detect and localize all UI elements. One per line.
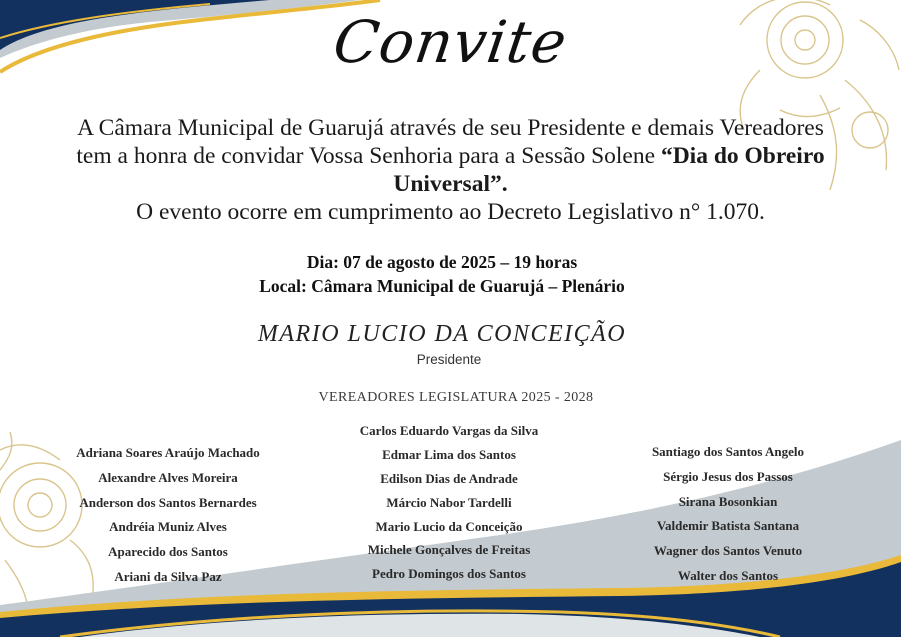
event-details: [0, 250, 884, 298]
councilor-name: Walter dos Santos: [677, 567, 779, 583]
councilor-name: Alexandre Alves Moreira: [98, 469, 238, 485]
councilors-left-column: [38, 444, 298, 593]
councilor-name: Ariani da Silva Paz: [114, 568, 222, 584]
councilor-name: Anderson dos Santos Bernardes: [79, 494, 257, 510]
councilor-name: Wagner dos Santos Venuto: [653, 543, 803, 559]
councilors-middle-column: [318, 422, 580, 589]
councilors-title: VEREADORES LEGISLATURA 2025 - 2028: [318, 390, 594, 405]
councilor-name: Andréia Muniz Alves: [109, 519, 227, 535]
councilor-name: Adriana Soares Araújo Machado: [76, 445, 260, 460]
councilor-name: Pedro Domingos dos Santos: [372, 566, 526, 582]
invitation-title: Convite: [329, 8, 572, 76]
councilor-name: Sérgio Jesus dos Passos: [663, 468, 793, 484]
event-location: Local: Câmara Municipal de Guarujá – Plenário: [259, 276, 625, 296]
councilors-right-column: [598, 443, 858, 592]
event-name: “Dia do Obreiro Universal”.: [393, 143, 825, 197]
councilor-name: Aparecido dos Santos: [108, 544, 228, 560]
president-role: Presidente: [416, 352, 482, 367]
intro-line-2: [30, 142, 871, 198]
invitation-text: [30, 114, 871, 226]
councilor-name: Edmar Lima dos Santos: [382, 446, 516, 462]
councilor-name: Márcio Nabor Tardelli: [386, 494, 512, 510]
councilor-name: Mario Lucio da Conceição: [375, 518, 523, 534]
intro-line-3: O evento ocorre em cumprimento ao Decreto Legislativo n° 1.070.: [136, 199, 765, 225]
councilor-name: Santiago dos Santos Angelo: [651, 444, 805, 459]
councilor-name: Sirana Bosonkian: [678, 493, 778, 509]
councilor-name: Valdemir Batista Santana: [656, 518, 800, 534]
president-name: MARIO LUCIO DA CONCEIÇÃO: [257, 321, 627, 347]
intro-line-2-text: tem a honra de convidar Vossa Senhoria para a Sessão Solene: [76, 143, 661, 169]
intro-line-1: A Câmara Municipal de Guarujá através de seu Presidente e demais Vereadores: [77, 115, 824, 141]
councilor-name: Michele Gonçalves de Freitas: [367, 542, 531, 558]
event-date: Dia: 07 de agosto de 2025 – 19 horas: [306, 252, 578, 272]
councilor-name: Carlos Eduardo Vargas da Silva: [359, 423, 539, 438]
councilor-name: Edilson Dias de Andrade: [380, 470, 518, 486]
